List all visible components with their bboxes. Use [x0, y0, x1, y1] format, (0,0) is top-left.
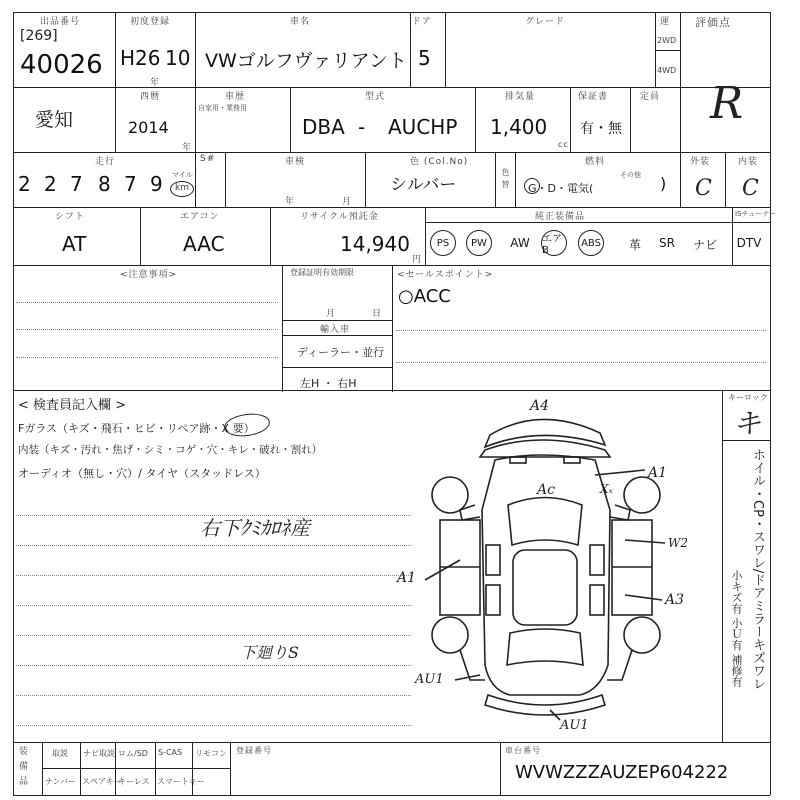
model-value: VWゴルフヴァリアント [205, 50, 407, 72]
rule [770, 12, 771, 795]
score-value: R [710, 78, 744, 129]
lot-number: 40026 [20, 50, 103, 80]
rule [16, 357, 278, 358]
type-label: 型式 [365, 92, 386, 102]
rule [282, 335, 392, 336]
option-manual: 取説 [52, 749, 68, 758]
left-window-front [486, 545, 500, 575]
sales-value: ○ACC [398, 286, 451, 307]
inspection-sub: 自家用・業務用 [198, 104, 247, 112]
inspector-line-1: Fガラス（キズ・飛石・ヒビ・リペア跡・X 要） [18, 422, 255, 435]
rule [392, 265, 393, 392]
option-rom-sd: ロム/SD [118, 749, 148, 758]
inspector-title: < 検査員記入欄 > [18, 398, 127, 413]
wheel-rear-left [432, 617, 468, 653]
chassis-label: 車台番号 [505, 746, 541, 755]
displacement-unit: cc [558, 140, 569, 149]
option-label: 装備品 [17, 746, 27, 791]
rule [13, 795, 770, 796]
year-unit: 年 [182, 143, 193, 153]
steering-value: 左H ・ 右H [300, 377, 357, 390]
option-spare-key: スペアキー [82, 777, 122, 786]
rule [570, 87, 571, 152]
sales-label: <セールスポイント> [397, 270, 494, 280]
car-damage-diagram [400, 395, 720, 740]
left-window-rear [486, 585, 500, 615]
shift-value: AT [62, 232, 87, 256]
mileage-digit: 2 [44, 172, 57, 196]
mileage-digit: 2 [18, 172, 31, 196]
registration-number-label: 登録番号 [236, 746, 272, 755]
type-dash: - [358, 115, 366, 139]
venue-label: 出品番号 [40, 17, 81, 27]
rule [282, 265, 283, 392]
mark-xx: Xₓ [600, 482, 613, 496]
color-value: シルバー [390, 175, 457, 195]
first-reg-label: 初度登録 [130, 17, 171, 27]
mark-a1-right: A1 [648, 465, 668, 481]
rear-window-outline [507, 629, 583, 665]
rule [396, 330, 766, 331]
ac-label: エアコン [180, 212, 220, 222]
rule [16, 605, 411, 606]
first-reg-unit: 年 [150, 78, 161, 88]
mileage-digit: 8 [98, 172, 111, 196]
fuel-close: ) [660, 174, 667, 193]
rule [515, 152, 516, 207]
rule [725, 152, 726, 207]
drive-4wd: 4WD [657, 66, 677, 75]
shift-label: シフト [55, 212, 86, 222]
key-value: キ [733, 407, 762, 440]
reg-day: 日 [372, 309, 383, 319]
exterior-value: C [695, 176, 712, 201]
ac-value: AAC [183, 232, 225, 256]
color-change: 色替 [501, 168, 510, 192]
rule [16, 575, 411, 576]
rule [495, 152, 496, 207]
pointer-a1-right [595, 470, 645, 475]
rule [16, 635, 411, 636]
mark-au1-left: AU1 [415, 672, 444, 687]
rule [195, 152, 196, 207]
rule [13, 87, 770, 88]
rule [425, 222, 770, 223]
rule [16, 302, 278, 303]
rule [13, 12, 14, 795]
inspector-line-3: オーディオ（無し・穴）/ タイヤ（スタッドレス） [18, 467, 266, 480]
option-plate: ナンバー [45, 777, 77, 786]
inspector-line-2: 内装（キズ・汚れ・焦げ・シミ・コゲ・穴・キレ・破れ・割れ） [18, 444, 323, 456]
rear-left-quarter [460, 650, 485, 680]
mark-a1-left: A1 [397, 570, 417, 586]
shaken-year: 年 [285, 197, 296, 207]
mileage-unit-km: km [175, 183, 189, 193]
rear-right-quarter [607, 650, 632, 680]
rule [13, 207, 770, 208]
rule [722, 390, 723, 742]
recycle-label: リサイクル預託金 [300, 212, 379, 222]
rule [290, 87, 291, 152]
doors-value: 5 [418, 46, 431, 70]
mileage-digit: 7 [70, 172, 83, 196]
mark-au1-bottom: AU1 [560, 718, 589, 733]
first-reg-value: H26 [120, 46, 161, 70]
navi-label: ISチューナー [735, 210, 777, 218]
pointer-w2 [625, 540, 665, 543]
rule [195, 87, 196, 152]
fuel-value: G・D・電気( [528, 182, 594, 195]
displacement-label: 排気量 [505, 92, 536, 102]
pointer-a1-left [425, 560, 460, 580]
model-label: 車名 [290, 17, 311, 27]
chassis-value: WVWZZZAUZEP604222 [515, 762, 729, 783]
rule [225, 152, 226, 207]
mark-w2: W2 [668, 536, 688, 550]
shaken-label: 車検 [285, 157, 306, 167]
exterior-label: 外装 [690, 157, 711, 167]
recycle-unit: 円 [412, 255, 423, 265]
interior-label: 内装 [738, 157, 759, 167]
equipment-: ナビ [692, 238, 717, 252]
rule [410, 12, 411, 88]
rule [282, 367, 392, 368]
reg-month: 月 [326, 309, 337, 319]
wheel-rear-right [624, 617, 660, 653]
equipment-label: 純正装備品 [535, 212, 586, 222]
equipment-pw-circled: PW [466, 230, 492, 256]
headlight-left [510, 457, 526, 463]
rule [16, 329, 278, 330]
wheel-front-right [624, 477, 660, 513]
interior-value: C [742, 176, 759, 201]
right-window-front [590, 545, 604, 575]
rule [195, 12, 196, 88]
recycle-value: 14,940 [340, 232, 410, 256]
capacity-label: 定員 [640, 92, 661, 102]
s-label: S# [200, 154, 216, 164]
rule [365, 152, 366, 207]
mileage-digit: 9 [150, 172, 163, 196]
rule [230, 742, 231, 795]
rule [13, 152, 770, 153]
rule [16, 665, 411, 666]
equipment-b-circled: エアB [541, 230, 567, 256]
rear-bumper-outline [485, 695, 605, 715]
rule [630, 87, 631, 152]
windshield-outline [508, 498, 582, 546]
key-label: キーロック [728, 393, 768, 402]
rule [115, 12, 116, 152]
side-vertical-1: ホイル・CP・スワレ/ドアミラーキズワレ [750, 448, 765, 691]
equipment-: 革 [628, 238, 641, 252]
mileage-label: 走行 [95, 157, 116, 167]
lot-sub: [269] [20, 28, 58, 44]
mileage-unit-mile: マイル [172, 171, 193, 179]
notes-label: <注意事項> [120, 270, 178, 280]
rule [445, 12, 446, 88]
drive-2wd: 2WD [657, 36, 677, 45]
rule [655, 50, 680, 51]
rule [680, 12, 681, 207]
fuel-other: その他 [620, 171, 641, 179]
rule [16, 545, 411, 546]
pointer-a3 [625, 595, 662, 600]
mark-a4: A4 [530, 398, 550, 414]
rule [16, 725, 411, 726]
hand-note-1: 右下ｸﾐｶﾛﾈ産 [200, 516, 310, 540]
registration-label: 登録証明有効期限 [290, 268, 354, 277]
option-scas: S-CAS [158, 748, 183, 757]
region: 愛知 [35, 109, 74, 131]
rule [500, 742, 501, 795]
hand-note-2: 下廻りS [240, 643, 299, 662]
type-value-1: DBA [302, 115, 345, 139]
right-window-rear [590, 585, 604, 615]
rule [475, 87, 476, 152]
equipment-ps-circled: PS [430, 230, 456, 256]
rule [732, 207, 733, 265]
drive-label: 運 [660, 17, 671, 27]
doors-label: ドア [412, 17, 432, 27]
fuel-label: 燃料 [585, 157, 606, 167]
inspection-label: 車歴 [225, 92, 246, 102]
grade-label: グレード [525, 17, 566, 27]
equipment-sr: SR [659, 236, 675, 250]
warranty-label: 保証書 [578, 92, 609, 102]
rule [282, 320, 392, 321]
year-label: 西暦 [140, 92, 161, 102]
first-reg-month: 10 [165, 46, 191, 70]
rule [13, 12, 770, 13]
rule [42, 768, 230, 769]
rule [396, 362, 766, 363]
equipment-dtv: DTV [736, 236, 762, 250]
type-value-2: AUCHP [388, 115, 458, 139]
option-smart-key: スマートキー [157, 777, 205, 786]
rule [140, 207, 141, 265]
equipment-aw: AW [510, 236, 530, 250]
score-label: 評価点 [695, 16, 731, 29]
mileage-digit: 7 [124, 172, 137, 196]
right-mirror [610, 505, 630, 520]
mark-a3: A3 [665, 592, 685, 608]
front-bumper-outline [485, 419, 605, 447]
rule [13, 742, 770, 743]
wheel-front-left [432, 477, 468, 513]
rule [270, 207, 271, 265]
displacement-value: 1,400 [490, 115, 548, 139]
rule [16, 695, 411, 696]
mark-ac: Ac [537, 482, 555, 498]
option-remote: リモコン [195, 749, 227, 758]
option-navi-manual: ナビ取説 [83, 749, 115, 758]
side-vertical-2: 小キズ有 小Ｕ有 補修有 [730, 570, 743, 687]
shaken-month: 月 [342, 197, 353, 207]
equipment-abs-circled: ABS [578, 230, 604, 256]
warranty-value: 有・無 [580, 121, 622, 137]
year-value: 2014 [128, 118, 169, 137]
roof-outline [513, 550, 577, 625]
rule [425, 207, 426, 265]
color-label: 色 (Col.No) [410, 157, 469, 167]
dealer-value: ディーラー・並行 [297, 346, 385, 359]
option-keyless: キーレス [118, 777, 150, 786]
import-label: 輸入車 [320, 325, 351, 335]
